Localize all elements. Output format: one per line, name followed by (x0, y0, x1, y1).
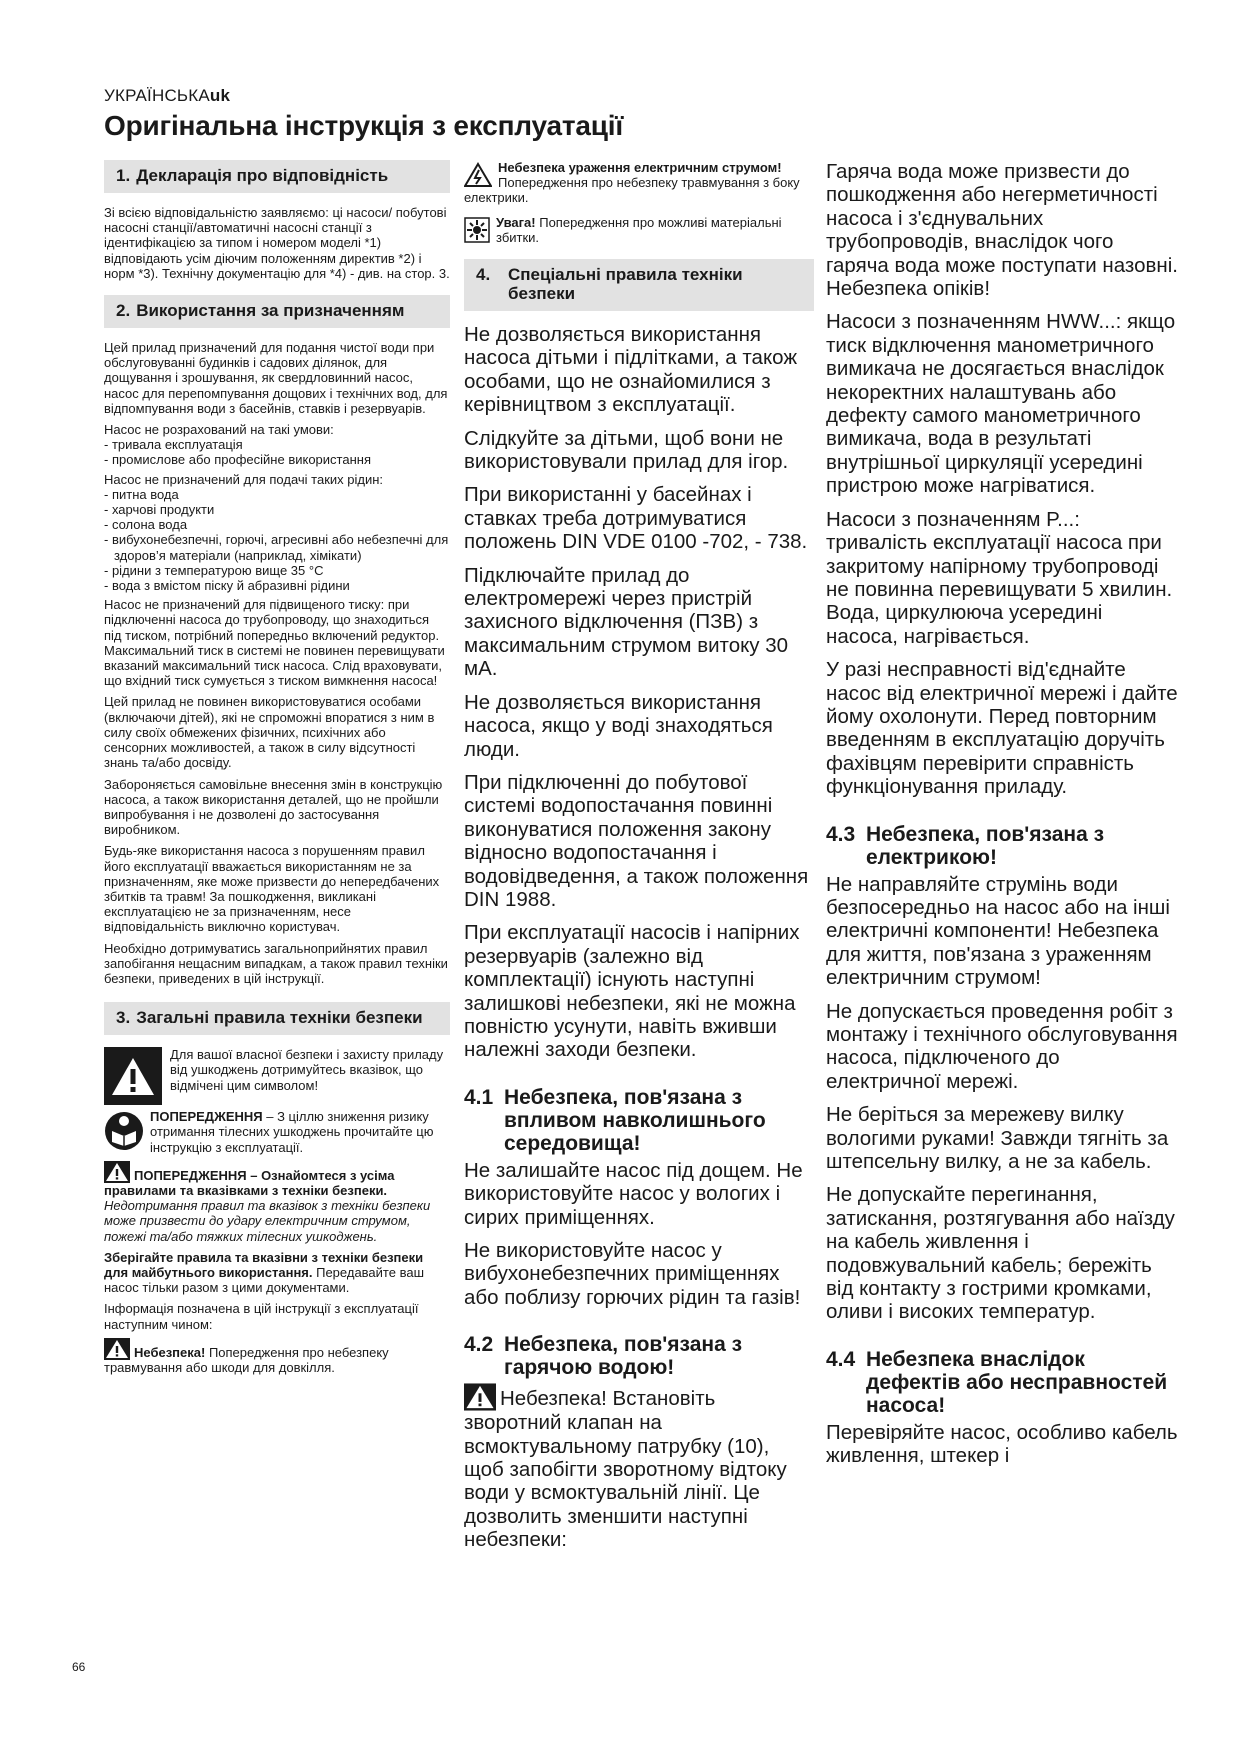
read-manual-block: ПОПЕРЕДЖЕННЯ – З ціллю зниження ризику отримання тілесних ушкоджень прочитайте цю інструкцію з експлуатації. (104, 1109, 450, 1161)
conditions-list (104, 437, 450, 467)
list-item: - харчові продукти (104, 502, 450, 517)
list-item: - рідини з температурою вище 35 °C (104, 563, 450, 578)
paragraph: Зберігайте правила та вказівни з техніки безпеки для майбутнього використання. Передавайте ваш насос тільки разом з цими документами. (104, 1249, 424, 1296)
paragraph: Небезпека! Встановіть зворотний клапан на всмоктувальному патрубку (10), щоб запобігти зворотному відтоку води у всмоктувальній лінії. Це дозволить зменшити наступні небезпеки: (464, 1383, 814, 1551)
paragraph: Необхідно дотримуватись загальноприйнятих правил запобігання нещасним випадкам, а також правил техніки безпеки, приведених в цій інструкції. (104, 940, 448, 986)
paragraph: Забороняється самовільне внесення змін в конструкцію насоса, а також використання деталей, що не пройшли випробування і не дозволені до застосування виробником. (104, 776, 443, 838)
electric-hazard-icon (464, 162, 492, 188)
warning-triangle-icon (104, 1047, 162, 1105)
section-2-heading: 2. Використання за призначенням (104, 295, 450, 328)
list-item: - тривала експлуатація (104, 437, 450, 452)
list-item: - солона вода (104, 517, 450, 532)
warning-general: ПОПЕРЕДЖЕННЯ – Ознайомтеся з усіма правилами та вказівками з техніки безпеки. Недотримання правил та вказівок з техніки безпеки може призвести до удару електричним струмом, пожежі та/або тяжких тілесних ушкоджень. (104, 1161, 450, 1244)
paragraph: Не беріться за мережеву вилку вологими руками! Завжди тягніть за штепсельну вилку, а не за кабель. (826, 1103, 1169, 1174)
paragraph: Не використовуйте насос у вибухонебезпечних приміщеннях або поблизу горючих рідин та газів! (464, 1239, 801, 1309)
paragraph: При використанні у басейнах і ставках треба дотримуватися положень DIN VDE 0100 -702, - 738. (464, 483, 808, 554)
column-2 (464, 160, 814, 1562)
section-1-heading: 1. Декларація про відповідність (104, 160, 450, 193)
danger-legend: Небезпека! Попередження про небезпеку травмування або шкоди для довкілля. (104, 1338, 450, 1375)
section-4-heading: 4. Спеціальні правила техніки безпеки (464, 259, 814, 311)
paragraph: Цей прилад не повинен використовуватися особами (включаючи дітей), які не спроможні впоратися з ним в силу своїх обмежених фізичних, психічних або сенсорних можливостей, а також в силу відсутності знань та/або досвіду. (104, 694, 435, 771)
paragraph: Підключайте прилад до електромережі через пристрій захисного відключення (ПЗВ) з максимальним струмом витоку 30 мА. (464, 563, 789, 681)
liquids-list (104, 487, 450, 593)
paragraph: Насоси з позначенням HWW...: якщо тиск відключення манометричного вимикача не досягається внаслідок некоректних налаштувань або дефекту самого манометричного вимикача, вода в результаті внутрішньої циркуляції усередині пристрою може нагріватися. (826, 310, 1176, 498)
paragraph: Будь-яке використання насоса з порушенням правил його експлуатації вважається використанням не за призначенням, яке може призвести до непередбачених збитків та травм! За пошкодження, викликані експлуатацією не за призначенням, несе відповідальність виключно користувач. (104, 843, 440, 935)
column-3 (826, 160, 1178, 1478)
electric-legend: Небезпека ураження електричним струмом! Попередження про небезпеку травмування з боку електрики. (464, 160, 800, 205)
list-item: - питна вода (104, 487, 450, 502)
column-1 (104, 160, 450, 1381)
read-manual-icon (104, 1109, 144, 1153)
paragraph: Для вашої власної безпеки і захисту приладу від ушкоджень дотримуйтесь вказівок, що відмічені цим символом! (170, 1047, 444, 1093)
attention-icon (464, 217, 490, 243)
list-item: - вибухонебезпечні, горючі, агресивні або небезпечні для здоров’я матеріали (наприклад, хімікати) (104, 532, 450, 562)
paragraph: Не залишайте насос під дощем. Не використовуйте насос у вологих і сирих приміщеннях. (464, 1158, 803, 1229)
section-3-heading: 3. Загальні правила техніки безпеки (104, 1002, 450, 1035)
paragraph: Насоси з позначенням P...: тривалість експлуатації насоса при закритому напірному трубопроводі не повинна перевищувати 5 хвилин. Вода, циркулююча усередині насоса, нагрівається. (826, 507, 1173, 648)
section-4-4-heading: 4.4 Небезпека внаслідок дефектів або несправностей насоса! (826, 1347, 1168, 1417)
paragraph: Слідкуйте за дітьми, щоб вони не використовували прилад для ігор. (464, 426, 789, 474)
safety-symbol-block (104, 1047, 450, 1109)
paragraph: Інформація позначена в цій інструкції з експлуатації наступним чином: (104, 1301, 419, 1332)
declaration-text: Зі всією відповідальністю заявляємо: ці насоси/ побутові насосні станції/автоматичні насосні станції з ідентифікацією за типом і номером моделі *1) відповідають усім діючим положенням директив *2) і норм *3). Технічну документацію для *4) - див. на стор. 3. (104, 205, 450, 281)
paragraph: Насос не розрахований на такі умови: (104, 422, 334, 438)
paragraph: Не направляйте струмінь води безпосередньо на насос або на інші електричні компоненти! Небезпека для життя, пов'язана з ураженням електричним струмом! (826, 872, 1170, 990)
list-item: - вода з вмістом піску й абразивні рідини (104, 578, 450, 593)
intended-use-text: Цей прилад призначений для подання чистої води при обслуговуванні будинків і садових ділянок, для дощування і зрошування, як свердловинний насос, насос для перепомпування дощових і технічних вод, для відпомпування води з басейнів, ставків і резервуарів. (104, 340, 448, 416)
paragraph: При підключенні до побутової системі водопостачання повинні виконуватися положення закону відносно водопостачання і водовідведення, а також положення DIN 1988. (464, 770, 809, 911)
page-number: 66 (72, 1660, 86, 1674)
document-title: Оригінальна інструкція з експлуатації (104, 110, 624, 141)
paragraph: Не дозволяється використання насоса, якщо у воді знаходяться люди. (464, 690, 773, 761)
paragraph: Не допускайте перегинання, затискання, розтягування або наїзду на кабель живлення і подовжувальний кабель; бережіть від контакту з гострими кромками, оливи і високих температур. (826, 1183, 1175, 1324)
paragraph: При експлуатації насосів і напірних резервуарів (залежно від комплектації) існують наступні залишкові небезпеки, які не можна повністю усунути, навіть вживши належні заходи безпеки. (464, 921, 800, 1062)
paragraph: Гаряча вода може призвести до пошкодження або негерметичності насоса і з'єднувальних трубопроводів, внаслідок чого гаряча вода може поступати назовні. Небезпека опіків! (826, 160, 1178, 301)
warning-icon (104, 1338, 130, 1360)
language-header: УКРАЇНСЬКАuk (104, 86, 231, 105)
paragraph: Насос не призначений для підвищеного тиску: при підключенні насоса до трубопроводу, що знаходиться під тиском, потрібний попередньо включений редуктор. Максимальний тиск в системі не повинен перевищувати вказаний максимальний тиск насоса. Слід враховувати, що вхідний тиск сумується з тиском вимкнення насоса! (104, 597, 445, 689)
paragraph: У разі несправності від'єднайте насос від електричної мережі і дайте йому охолонути. Перед повторним введенням в експлуатацію доручіть фахівцям перевірити справність функціонування приладу. (826, 658, 1178, 799)
attention-legend: Увага! Попередження про можливі матеріальні збитки. (464, 215, 814, 245)
section-4-2-heading: 4.2 Небезпека, пов'язана з гарячою водою! (464, 1333, 743, 1380)
paragraph: Перевіряйте насос, особливо кабель живлення, штекер і (826, 1420, 1178, 1468)
list-item: - промислове або професійне використання (104, 452, 450, 467)
paragraph: Не дозволяється використання насоса дітьми і підлітками, а також особами, що не ознайомилися з керівництвом з експлуатації. (464, 323, 798, 417)
warning-icon (104, 1161, 130, 1183)
paragraph: Не допускається проведення робіт з монтажу і технічного обслуговування насоса, підключеного до електричної мережі. (826, 999, 1178, 1093)
section-4-3-heading: 4.3 Небезпека, пов'язана з електрикою! (826, 822, 1105, 869)
section-4-1-heading: 4.1 Небезпека, пов'язана з впливом навколишнього середовища! (464, 1085, 766, 1155)
paragraph: Насос не призначений для подачі таких рідин: (104, 471, 384, 487)
warning-icon (464, 1383, 496, 1411)
